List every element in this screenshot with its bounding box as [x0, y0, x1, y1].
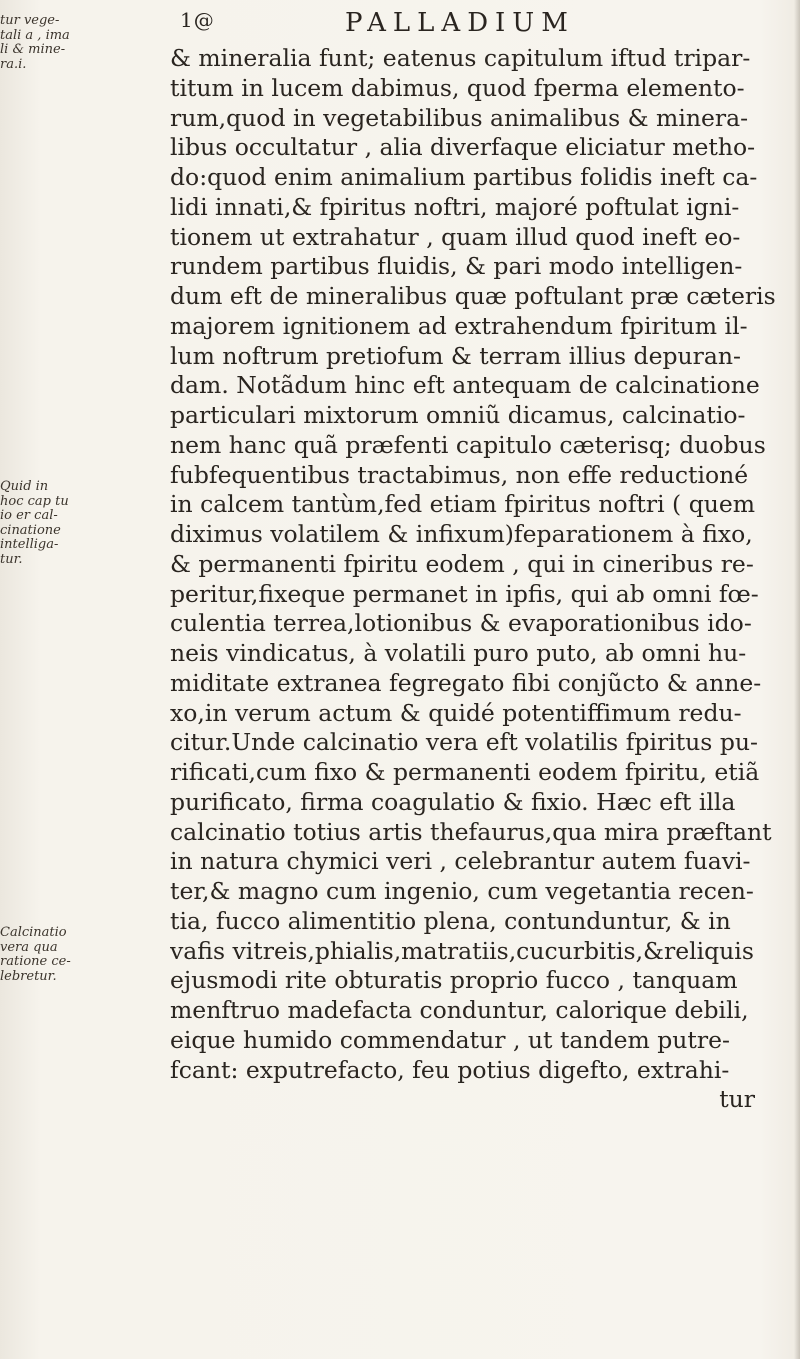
- text-line: purificato, firma coagulatio & fixio. Hæc eft illa: [170, 787, 736, 816]
- text-line: titum in lucem dabimus, quod fperma elemento-: [170, 73, 745, 102]
- text-line: & mineralia funt; eatenus capitulum iftud tripar-: [170, 44, 751, 72]
- text-line: libus occultatur , alia diverfaque eliciatur metho-: [170, 133, 756, 162]
- text-line: lum noftrum pretiofum & terram illius depuran-: [170, 341, 741, 370]
- text-line: calcinatio totius artis thefaurus,qua mira præftant: [170, 817, 772, 846]
- text-line: culentia terrea,lotionibus & evaporationibus ido-: [170, 609, 752, 638]
- text-line: dum eft de mineralibus quæ poftulant præ cæteris: [170, 282, 776, 310]
- text-line: peritur,fixeque permanet in ipfis, qui ab omni fœ-: [170, 579, 759, 608]
- text-line: citur.Unde calcinatio vera eft volatilis fpiritus pu-: [170, 728, 758, 757]
- body-text: [170, 44, 785, 1115]
- text-line: majorem ignitionem ad extrahendum fpiritum il-: [170, 311, 748, 340]
- marginal-note: tur vege- tali a , ima li & mine- ra.i.: [0, 13, 70, 72]
- marginal-note: Calcinatio vera qua ratione ce- lebretur.: [0, 925, 71, 984]
- text-line: rum,quod in vegetabilibus animalibus & minera-: [170, 103, 749, 132]
- catchword: tur: [719, 1085, 755, 1114]
- text-line: in natura chymici veri , celebrantur autem fuavi-: [170, 847, 751, 876]
- page-number: 1@: [180, 8, 215, 32]
- text-line: in calcem tantùm,fed etiam fpiritus noftri ( quem: [170, 490, 756, 519]
- marginal-note: Quid in hoc cap tu io er cal- cinatione intelliga- tur.: [0, 479, 69, 567]
- text-line: xo,in verum actum & quidé potentiffimum redu-: [170, 698, 742, 727]
- page-header: [130, 8, 770, 42]
- text-line: do:quod enim animalium partibus folidis ineft ca-: [170, 163, 758, 191]
- text-line: dam. Notãdum hinc eft antequam de calcinatione: [170, 371, 760, 400]
- text-line: rundem partibus fluidis, & pari modo intelligen-: [170, 252, 743, 281]
- page-edge-shadow: [794, 0, 800, 1359]
- text-line: particulari mixtorum omniũ dicamus, calcinatio-: [170, 401, 746, 429]
- text-line: neis vindicatus, à volatili puro puto, ab omni hu-: [170, 639, 747, 667]
- text-line: menftruo madefacta conduntur, calorique debili,: [170, 996, 749, 1024]
- text-line: tionem ut extrahatur , quam illud quod ineft eo-: [170, 222, 741, 251]
- text-line: fubfequentibus tractabimus, non effe reductioné: [170, 460, 749, 489]
- running-title: PALLADIUM: [345, 8, 575, 38]
- text-line: rificati,cum fixo & permanenti eodem fpiritu, etiã: [170, 758, 760, 786]
- text-line: eique humido commendatur , ut tandem putre-: [170, 1025, 730, 1054]
- text-line: & permanenti fpiritu eodem , qui in cineribus re-: [170, 549, 754, 578]
- text-line: diximus volatilem & infixum)feparationem à fixo,: [170, 520, 753, 548]
- text-line: nem hanc quã præfenti capitulo cæterisq; duobus: [170, 430, 766, 459]
- text-line: ter,& magno cum ingenio, cum vegetantia recen-: [170, 877, 754, 905]
- text-line: ejusmodi rite obturatis proprio fucco , tanquam: [170, 966, 738, 995]
- text-line: vafis vitreis,phialis,matratiis,cucurbitis,&reliquis: [170, 936, 754, 965]
- text-line: tia, fucco alimentitio plena, contunduntur, & in: [170, 906, 731, 935]
- text-line: fcant: exputrefacto, feu potius digefto, extrahi-: [170, 1055, 730, 1084]
- text-line: miditate extranea fegregato fibi conjũcto & anne-: [170, 668, 762, 697]
- text-line: lidi innati,& fpiritus noftri, majoré poftulat igni-: [170, 192, 740, 221]
